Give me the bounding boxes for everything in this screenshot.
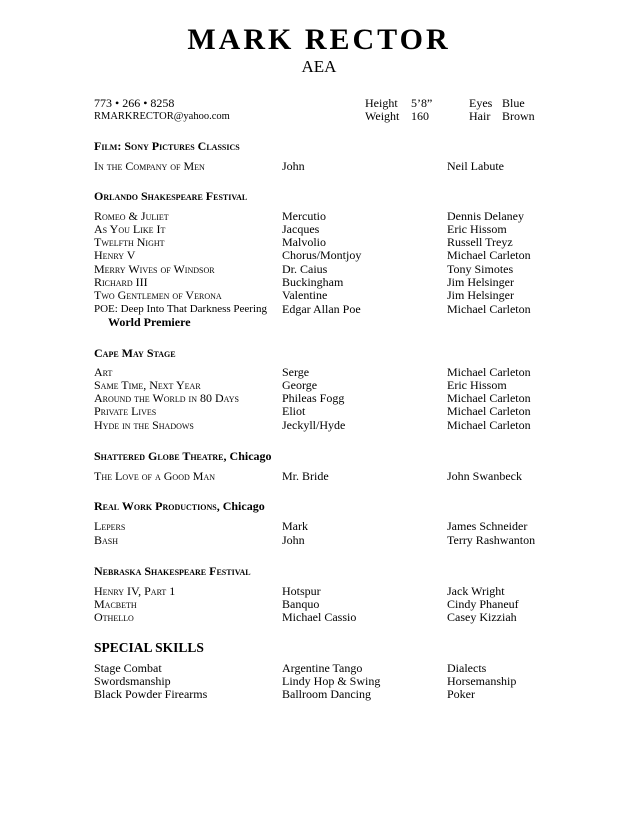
credit-director: Michael Carleton — [447, 404, 531, 418]
credit-role: Hotspur — [282, 584, 321, 598]
skill-item: Swordsmanship — [94, 674, 171, 688]
credit-title: Henry IV, Part 1 — [94, 584, 176, 598]
credit-title: In the Company of Men — [94, 159, 205, 173]
credit-title: Richard III — [94, 275, 148, 289]
credit-title: Two Gentlemen of Verona — [94, 288, 222, 302]
credit-director: Russell Treyz — [447, 235, 513, 249]
skill-item: Stage Combat — [94, 661, 162, 675]
credit-director: Eric Hissom — [447, 378, 507, 392]
section-heading-name: Real Work Productions — [94, 499, 217, 513]
credit-role: Phileas Fogg — [282, 391, 345, 405]
credit-role: John — [282, 533, 305, 547]
section-heading-film: Film: Sony Pictures Classics — [94, 139, 240, 153]
credit-role: Mr. Bride — [282, 469, 329, 483]
phone-number: 773 • 266 • 8258 — [94, 96, 175, 110]
weight-value: 160 — [411, 109, 429, 123]
credit-director: Cindy Phaneuf — [447, 597, 519, 611]
hair-value: Brown — [502, 109, 535, 123]
credit-title: Hyde in the Shadows — [94, 418, 194, 432]
section-heading-orlando: Orlando Shakespeare Festival — [94, 189, 248, 203]
credit-director: Tony Simotes — [447, 262, 514, 276]
premiere-note: World Premiere — [108, 315, 191, 329]
skill-item: Argentine Tango — [282, 661, 363, 675]
credit-role: Buckingham — [282, 275, 344, 289]
weight-label: Weight — [365, 109, 400, 123]
credit-director: Michael Carleton — [447, 365, 531, 379]
height-label: Height — [365, 96, 398, 110]
credit-director: Eric Hissom — [447, 222, 507, 236]
credit-title: Othello — [94, 610, 134, 624]
credit-role: Mercutio — [282, 209, 326, 223]
credit-role: John — [282, 159, 305, 173]
credit-director: Michael Carleton — [447, 302, 531, 316]
credit-role: Jacques — [282, 222, 320, 236]
credit-role: Banquo — [282, 597, 320, 611]
credit-role: Edgar Allan Poe — [282, 302, 361, 316]
credit-role: Chorus/Montjoy — [282, 248, 362, 262]
credit-director: Jack Wright — [447, 584, 505, 598]
credit-director: Dennis Delaney — [447, 209, 524, 223]
credit-title: Private Lives — [94, 404, 157, 418]
credit-role: Jeckyll/Hyde — [282, 418, 346, 432]
credit-director: John Swanbeck — [447, 469, 522, 483]
skill-item: Poker — [447, 687, 475, 701]
skill-item: Black Powder Firearms — [94, 687, 208, 701]
skill-item: Ballroom Dancing — [282, 687, 371, 701]
credit-role: Eliot — [282, 404, 306, 418]
credit-director: Michael Carleton — [447, 248, 531, 262]
eyes-label: Eyes — [469, 96, 493, 110]
credit-title: Lepers — [94, 519, 126, 533]
credit-director: Terry Rashwanton — [447, 533, 536, 547]
credit-title: Around the World in 80 Days — [94, 391, 239, 405]
height-value: 5’8” — [411, 96, 433, 110]
credit-title: Romeo & Juliet — [94, 209, 169, 223]
skill-item: Dialects — [447, 661, 487, 675]
union-affiliation: AEA — [301, 57, 337, 76]
credit-title: Macbeth — [94, 597, 137, 611]
email-address: RMARKRECTOR@yahoo.com — [94, 111, 230, 122]
eyes-value: Blue — [502, 96, 525, 110]
section-heading-shattered-globe — [94, 449, 272, 463]
credit-director: Jim Helsinger — [447, 275, 514, 289]
actor-name: MARK RECTOR — [187, 23, 451, 56]
credit-role: Malvolio — [282, 235, 326, 249]
credit-director: Neil Labute — [447, 159, 504, 173]
credit-director: Casey Kizziah — [447, 610, 517, 624]
section-heading-nebraska: Nebraska Shakespeare Festival — [94, 564, 251, 578]
section-heading-cape-may: Cape May Stage — [94, 346, 176, 360]
credit-director: Michael Carleton — [447, 391, 531, 405]
skill-item: Horsemanship — [447, 674, 517, 688]
credit-title: Same Time, Next Year — [94, 378, 201, 392]
credit-director: Michael Carleton — [447, 418, 531, 432]
skill-item: Lindy Hop & Swing — [282, 674, 381, 688]
credit-role: Dr. Caius — [282, 262, 328, 276]
credit-role: George — [282, 378, 318, 392]
credit-title: Merry Wives of Windsor — [94, 262, 215, 276]
section-heading-skills: SPECIAL SKILLS — [94, 640, 204, 655]
section-heading-name: Shattered Globe Theatre — [94, 449, 224, 463]
credit-director: James Schneider — [447, 519, 528, 533]
credit-title: Bash — [94, 533, 119, 547]
credit-director: Jim Helsinger — [447, 288, 514, 302]
section-heading-real-work — [94, 499, 265, 513]
credit-role: Serge — [282, 365, 310, 379]
credit-role: Valentine — [282, 288, 328, 302]
section-heading-city: , Chicago — [216, 499, 265, 513]
credit-title: Twelfth Night — [94, 235, 165, 249]
section-heading-city: , Chicago — [223, 449, 272, 463]
credit-title: The Love of a Good Man — [94, 469, 215, 483]
credit-title: Henry V — [94, 248, 136, 262]
credit-title: Art — [94, 365, 113, 379]
credit-title: POE: Deep Into That Darkness Peering — [94, 303, 268, 315]
credit-title: As You Like It — [94, 222, 166, 236]
credit-role: Mark — [282, 519, 308, 533]
hair-label: Hair — [469, 109, 491, 123]
credit-role: Michael Cassio — [282, 610, 357, 624]
